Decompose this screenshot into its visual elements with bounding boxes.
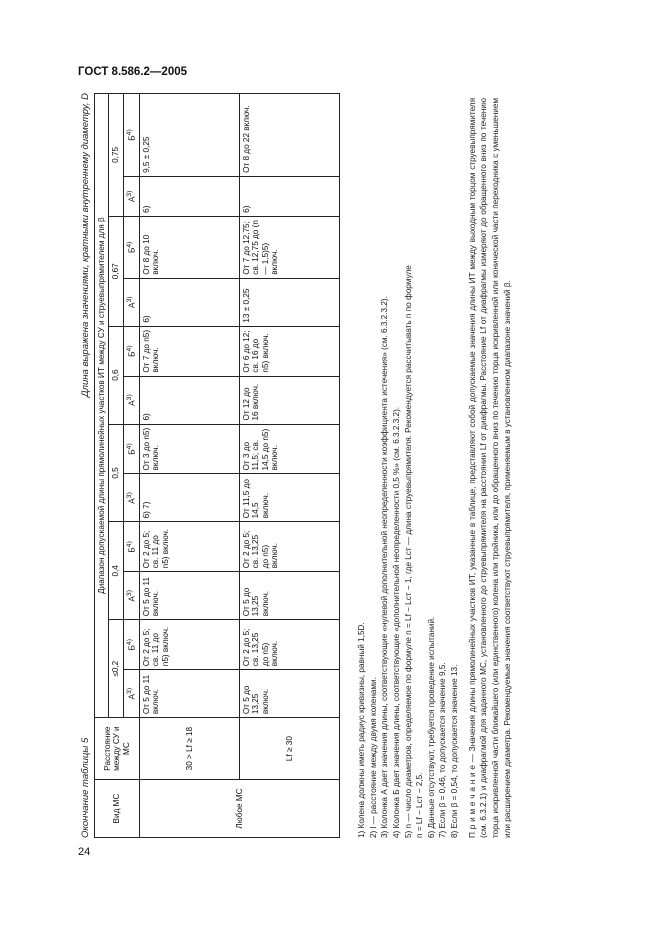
length-table: [94, 93, 340, 838]
footnote: 8) Если β = 0,54, то допускается значение 13.: [450, 664, 460, 838]
header-col-b: $Б^{4)}$: [123, 522, 139, 572]
header-col-b: $Б^{4)}$: [123, 620, 139, 670]
table-row: [240, 94, 340, 838]
table-cell: От 7 до n5) включ.: [140, 326, 240, 376]
table-cell: От 8 до 10 включ.: [140, 216, 240, 278]
table-cell: От 3 до 11,5; св. 14,5 до n5) включ.: [240, 424, 340, 474]
table-cell: 6): [240, 176, 340, 216]
footnote: 2) l — расстояние между двумя коленами.: [368, 677, 378, 838]
table-cell: 6): [140, 278, 240, 326]
table-cell: От 2 до 5; св. 11 до n5) включ.: [140, 620, 240, 670]
header-beta-0-4: 0,4: [109, 522, 123, 620]
header-beta-0-6: 0,6: [109, 326, 123, 424]
table-cell: От 6 до 12; св. 16 до n5) включ.: [240, 326, 340, 376]
header-col-b: $Б^{4)}$: [123, 424, 139, 474]
header-col-b: $Б^{4)}$: [123, 94, 139, 177]
header-vid-ms: Вид МС: [95, 780, 140, 838]
footnote: 6) Данные отсутствуют, требуется проведение испытаний.: [426, 616, 436, 838]
table-cell: От 7 до 12,75; св. 12,75 до (n — 1,5)5) включ.: [240, 216, 340, 278]
header-col-a: $А^{3)}$: [123, 278, 139, 326]
length-unit-note: Длина выражена значениями, кратными внутреннему диаметру, D: [80, 93, 91, 398]
footnote: n = Lf − Lст − 2,5.: [415, 772, 425, 838]
header-col-a: $А^{3)}$: [123, 670, 139, 718]
footnote: 3) Колонка А дает значения длины, соответствующие «нулевой дополнительной неопределенности коэффициента истечения» (см. 6.3.2.3.2).: [380, 296, 390, 838]
table-cell: От 2 до 5; св. 11 до n5) включ.: [140, 522, 240, 572]
header-col-a: $А^{3)}$: [123, 376, 139, 424]
cell-vid-ms: Любое МС: [140, 780, 340, 838]
header-col-b: $Б^{4)}$: [123, 326, 139, 376]
page-number: 24: [78, 846, 91, 858]
cell-distance: 30 > Lf ≥ 18: [140, 718, 240, 780]
header-beta-0-67: 0,67: [109, 216, 123, 326]
table-cell: От 11,5 до 14,5 включ.: [240, 474, 340, 522]
header-beta-0-75: 0,75: [109, 94, 123, 217]
footnotes-block: [356, 98, 513, 838]
footnote: 7) Если β = 0,46, то допускается значение 9,5.: [438, 662, 448, 838]
table-row: [140, 94, 240, 838]
table-cell: От 8 до 22 включ.: [240, 94, 340, 177]
header-col-a: $А^{3)}$: [123, 572, 139, 620]
table-cell: 6): [140, 176, 240, 216]
table-cell: От 12 до 16 включ.: [240, 376, 340, 424]
header-col-b: $Б^{4)}$: [123, 216, 139, 278]
table-cell: От 5 до 11 включ.: [140, 572, 240, 620]
table-note: П р и м е ч а н и е — Значения длины прямолинейных участков ИТ, указанные в таблице, представляют собой допускаемые значения длины ИТ между выходным торцом струевыпрямителя (см. 6.3.2.1) и диафрагмой для заданного МС, установленного до струевыпрямителя на расстоянии Lf от диафрагмы. Расстояние Lf от диафрагмы измеряют до обращенного вниз по течению торца искривленной части ближайшего (или единственного) колена или тройника, или до обращенного вниз по течению торца искривленной или конической части переходника с уменьшением или расширением диаметра. Рекомендуемые значения соответствуют струевыпрямителя, применяемым в установленном диапазоне значений β.: [467, 98, 512, 838]
footnote: 4) Колонка Б дает значения длины, соответствующие «дополнительной неопределенности 0,5 %» (см. 6.3.2.3.2).: [391, 406, 401, 838]
header-range: Диапазон допускаемой длины прямолинейных участков ИТ между СУ и струевыпрямителем для β: [95, 94, 109, 718]
document-header: ГОСТ 8.586.2—2005: [78, 66, 188, 78]
header-col-a: $А^{3)}$: [123, 474, 139, 522]
table-cell: От 5 до 13,25 включ.: [240, 572, 340, 620]
rotated-content: [80, 93, 530, 838]
header-col-a: $А^{3)}$: [123, 176, 139, 216]
header-beta-0-2: ≤0,2: [109, 620, 123, 718]
header-distance: Расстояние между СУ и МС: [95, 718, 140, 780]
table-cell: 6) 7): [140, 474, 240, 522]
table-cell: 13 ± 0,25: [240, 278, 340, 326]
table-cell: 6): [140, 376, 240, 424]
table-cell: От 2 до 5; св. 13,25 до n5) включ.: [240, 620, 340, 670]
table-cell: От 5 до 11 включ.: [140, 670, 240, 718]
table-cell: 9,5 ± 0,25: [140, 94, 240, 177]
table-cell: От 3 до n5) включ.: [140, 424, 240, 474]
header-beta-0-5: 0,5: [109, 424, 123, 522]
footnote: 1) Колена должны иметь радиус кривизны, равный 1,5D.: [357, 622, 366, 838]
footnote: 5) n — число диаметров, определяемое по формуле n = Lf − Lст − 1, где Lст — длина струевыпрямителя. Рекомендуется рассчитывать n по формуле: [403, 265, 413, 838]
cell-distance: Lf ≥ 30: [240, 718, 340, 780]
table-continuation-caption: Окончание таблицы 5: [80, 737, 91, 838]
table-cell: От 2 до 5; св. 13,25 до n5) включ.: [240, 522, 340, 572]
table-cell: От 5 до 13,25 включ.: [240, 670, 340, 718]
